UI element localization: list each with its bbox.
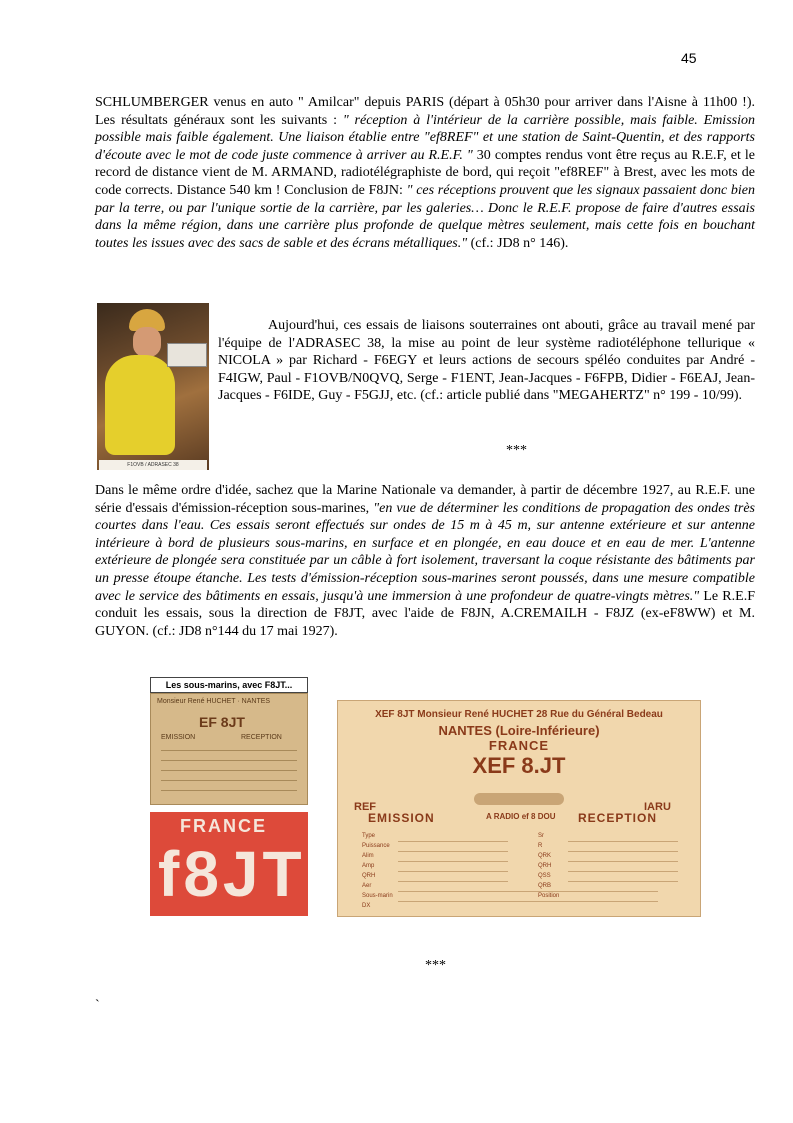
card-c-address: XEF 8JT Monsieur René HUCHET 28 Rue du Général Bedeau (375, 709, 663, 720)
para1-text-e: (cf.: JD8 n° 146). (467, 235, 569, 251)
page-number: 45 (681, 50, 697, 66)
card-c-line (568, 881, 678, 882)
card-b-france: FRANCE (180, 816, 267, 836)
card-c-iaru: IARU (644, 801, 671, 813)
card-c-line (568, 861, 678, 862)
card-c-field-label: QRH (362, 873, 376, 879)
card-c-field-label: Sous-marin (362, 893, 393, 899)
card-c-field-label: QRB (538, 883, 552, 889)
card-a-line (161, 770, 297, 771)
card-c-field-label: QRH (538, 863, 552, 869)
qsl-card-france-f8jt (150, 812, 308, 916)
card-a-line (161, 790, 297, 791)
card-c-reception: RECEPTION (578, 811, 658, 825)
para1-quote-b: " réception à l'intérieur de la carrière possible, mais faible. Emission possible mais faible également. Une liaison établie entre "ef8REF" et une station de Saint-Quentin, et des rapports d'écoute avec le mot de code juste commence à arriver au R.E.F. " (95, 112, 755, 163)
para1-text-a: SCHLUMBERGER venus en auto " Amilcar" depuis PARIS (départ à 05h30 pour arriver dans l'Aisne à 11h00 !). Les résultats généraux sont les suivants : (95, 95, 755, 128)
paragraph-submarines (95, 482, 755, 640)
card-c-field-label: Position (538, 893, 560, 899)
card-c-field-label: Aer (362, 883, 372, 889)
para3-text-c: Le R.E.F conduit les essais, sous la direction de F8JT, avec l'aide de F8JN, A.CREMAILH - F8JZ (ex-eF8WW) et M. GUYON. (cf.: JD8 n°144 du 17 mai 1927). (95, 588, 755, 639)
paragraph-experiments-results (95, 94, 755, 252)
suit-shape (105, 355, 175, 455)
card-c-field-label: Sr (538, 833, 544, 839)
para3-quote-b: "en vue de déterminer les conditions de propagation des ondes très courtes dans l'eau. Ces essais seront effectués sur ondes de 15 m à 45 m, sur antenne extérieure et sur antenne intérieure à bord de plusieurs sous-marins, en surface et en plongée, en eau douce et en eau de mer. L'antenne extérieure de plongée sera constituée par un câble à fort isolement, traversant la coque résistante des bâtiments par un presse étoupe étanche. Les tests d'émission-réception sous-marines seront poussés, dans une mesure compatible avec le service des bâtiments en essais, jusqu'à une immersion à une profondeur de quatre-vingts mètres." (95, 500, 755, 604)
card-c-field-label: QRK (538, 853, 552, 859)
card-c-field-label: Amp (362, 863, 375, 869)
separator-stars: *** (506, 443, 527, 458)
card-c-city: NANTES (Loire-Inférieure) (438, 723, 600, 738)
para1-text-c: 30 comptes rendus vont être reçus au R.E.F, et le record de distance vient de M. ARMAND, radiotélégraphiste de bord, qui reçoit "ef8REF" à Brest, avec les mots de code corrects. Distance 540 km ! Conclusion de F8JN: (95, 147, 755, 198)
card-c-callsign: XEF 8.JT (472, 753, 566, 778)
photo-caption: F1OVB / ADRASEC 38 (99, 460, 207, 470)
qsl-caption-strip: Les sous-marins, avec F8JT... (150, 677, 308, 693)
card-a-reception: RECEPTION (241, 734, 282, 741)
card-c-line (398, 861, 508, 862)
speleologist-photo (97, 303, 209, 470)
card-c-line (398, 851, 508, 852)
para3-text-a: Dans le même ordre d'idée, sachez que la Marine Nationale va demander, à partir de décembre 1927, au R.E.F. une série d'essais d'émission-réception sous-marines, (95, 483, 755, 516)
card-a-callsign: EF 8JT (199, 714, 245, 730)
separator-stars: *** (425, 958, 446, 973)
card-c-recipient: A RADIO ef 8 DOU (486, 812, 556, 821)
card-a-emission: EMISSION (161, 734, 196, 741)
card-c-line (398, 881, 508, 882)
card-c-field-label: Alim (362, 853, 374, 859)
card-c-field-label: QSS (538, 873, 551, 879)
stray-mark: ` (95, 998, 100, 1013)
card-c-line (568, 841, 678, 842)
card-c-line (398, 841, 508, 842)
qsl-card-ef8jt (150, 693, 308, 805)
card-a-line (161, 750, 297, 751)
card-a-line (161, 780, 297, 781)
card-c-country: FRANCE (488, 738, 550, 753)
card-c-line (398, 891, 658, 892)
card-c-ref: REF (354, 801, 376, 813)
submarine-shape (474, 793, 564, 805)
paragraph-today: Aujourd'hui, ces essais de liaisons souterraines ont abouti, grâce au travail mené par l'équipe de l'ADRASEC 38, la mise au point de leur système radiotéléphone tellurique « NICOLA » par Richard - F6EGY et leurs actions de secours spéléo conduites par André - F4IGW, Paul - F1OVB/N0QVQ, Serge - F1ENT, Jean-Jacques - F6FPB, Didier - F6EAJ, Jean-Jacques - F6IDE, Guy - F5GJJ, etc. (cf.: article publié dans "MEGAHERTZ" n° 199 - 10/99). (218, 318, 755, 404)
card-c-field-label: R (538, 843, 543, 849)
qsl-card-xef8jt (337, 700, 701, 917)
card-c-line (568, 851, 678, 852)
card-c-emission: EMISSION (368, 811, 435, 825)
card-b-callsign: f8JT (158, 838, 306, 910)
face-shape (133, 327, 161, 357)
card-c-line (398, 901, 658, 902)
para1-quote-d: " ces réceptions prouvent que les signaux passaient donc bien par la terre, ou par l'unique sortie de la carrière, par les galeries… Donc le R.E.F. propose de faire d'autres essais dans la même région, dans une carrière plus profonde de quelque mètres seulement, mais cette fois en bouchant toutes les issues avec des sacs de sable et des écrans métalliques." (95, 182, 755, 251)
radio-device-shape (167, 343, 207, 367)
card-c-line (568, 871, 678, 872)
card-c-field-label: Puissance (362, 843, 390, 849)
card-c-field-label: DX (362, 903, 371, 909)
card-a-line (161, 760, 297, 761)
card-a-header: Monsieur René HUCHET · NANTES (157, 698, 271, 705)
card-c-line (398, 871, 508, 872)
card-c-field-label: Type (362, 833, 376, 839)
